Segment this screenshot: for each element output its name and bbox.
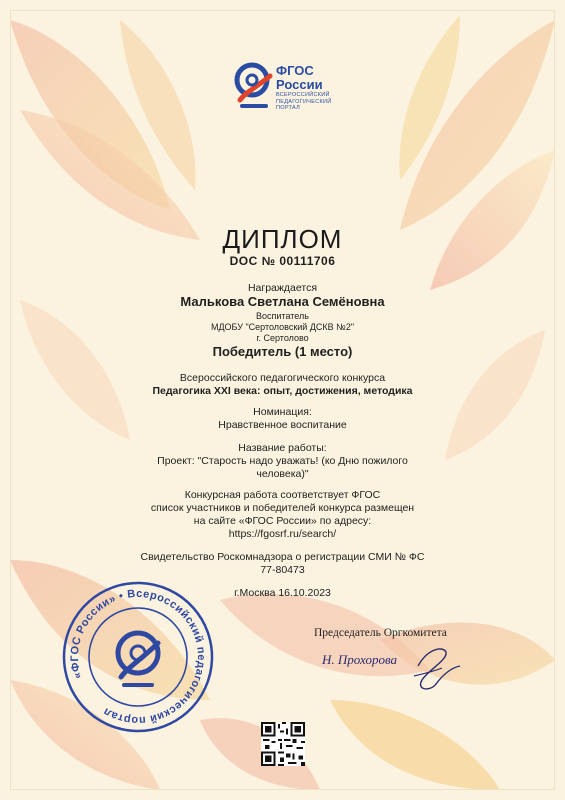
doc-number: DOC № 00111706: [229, 254, 336, 268]
signature-name: Н. Прохорова: [322, 652, 398, 667]
svg-text:«ФГОС России» • Всероссийский: [58, 577, 218, 737]
contest-line-1: Всероссийского педагогического конкурса: [179, 372, 386, 384]
awarded-label: Награждается: [247, 282, 318, 294]
seal-outer-text: «ФГОС России» • Всероссийский педагогический портал: [68, 587, 208, 727]
logo-subtitle: ВСЕРОССИЙСКИЙ ПЕДАГОГИЧЕСКИЙ ПОРТАЛ: [276, 92, 332, 111]
recipient-organization: МДОБУ "Сертоловский ДСКВ №2": [210, 322, 355, 332]
fgos-logo: [232, 56, 372, 120]
nomination-value: Нравственное воспитание: [218, 419, 347, 431]
signature-label: Председатель Оргкомитета: [314, 627, 447, 639]
license-line-1: Свидетельство Роскомнадзора о регистрации СМИ № ФС: [140, 551, 425, 563]
round-stamp-icon: [58, 577, 218, 737]
recipient-position: Воспитатель: [256, 311, 309, 321]
recipient-city: г. Сертолово: [256, 333, 309, 343]
fgos-line-2: список участников и победителей конкурса размещен: [150, 502, 415, 514]
fgos-logo-icon: [232, 56, 280, 116]
handwritten-signature: [318, 638, 468, 704]
fgos-line-1: Конкурсная работа соответствует ФГОС: [184, 489, 381, 501]
nomination-label: Номинация:: [253, 406, 312, 418]
fgos-line-3: на сайте «ФГОС России» по адресу:: [193, 515, 372, 527]
license-line-2: 77-80473: [260, 564, 305, 576]
work-title-line-1: Проект: "Старость надо уважать! (ко Дню пожилого: [157, 455, 408, 467]
diploma-title: ДИПЛОМ: [222, 224, 343, 254]
fgos-url[interactable]: https://fgosrf.ru/search/: [228, 528, 337, 540]
place-date: г.Москва 16.10.2023: [234, 587, 331, 599]
recipient-name: Малькова Светлана Семёновна: [180, 294, 385, 309]
work-title-line-2: человека)": [256, 468, 309, 480]
work-title-label: Название работы:: [238, 442, 327, 454]
logo-title: ФГОС России: [276, 63, 323, 92]
result-place: Победитель (1 место): [212, 344, 353, 359]
qr-code-icon: [261, 722, 305, 766]
contest-name: Педагогика XXI века: опыт, достижения, методика: [152, 385, 413, 397]
